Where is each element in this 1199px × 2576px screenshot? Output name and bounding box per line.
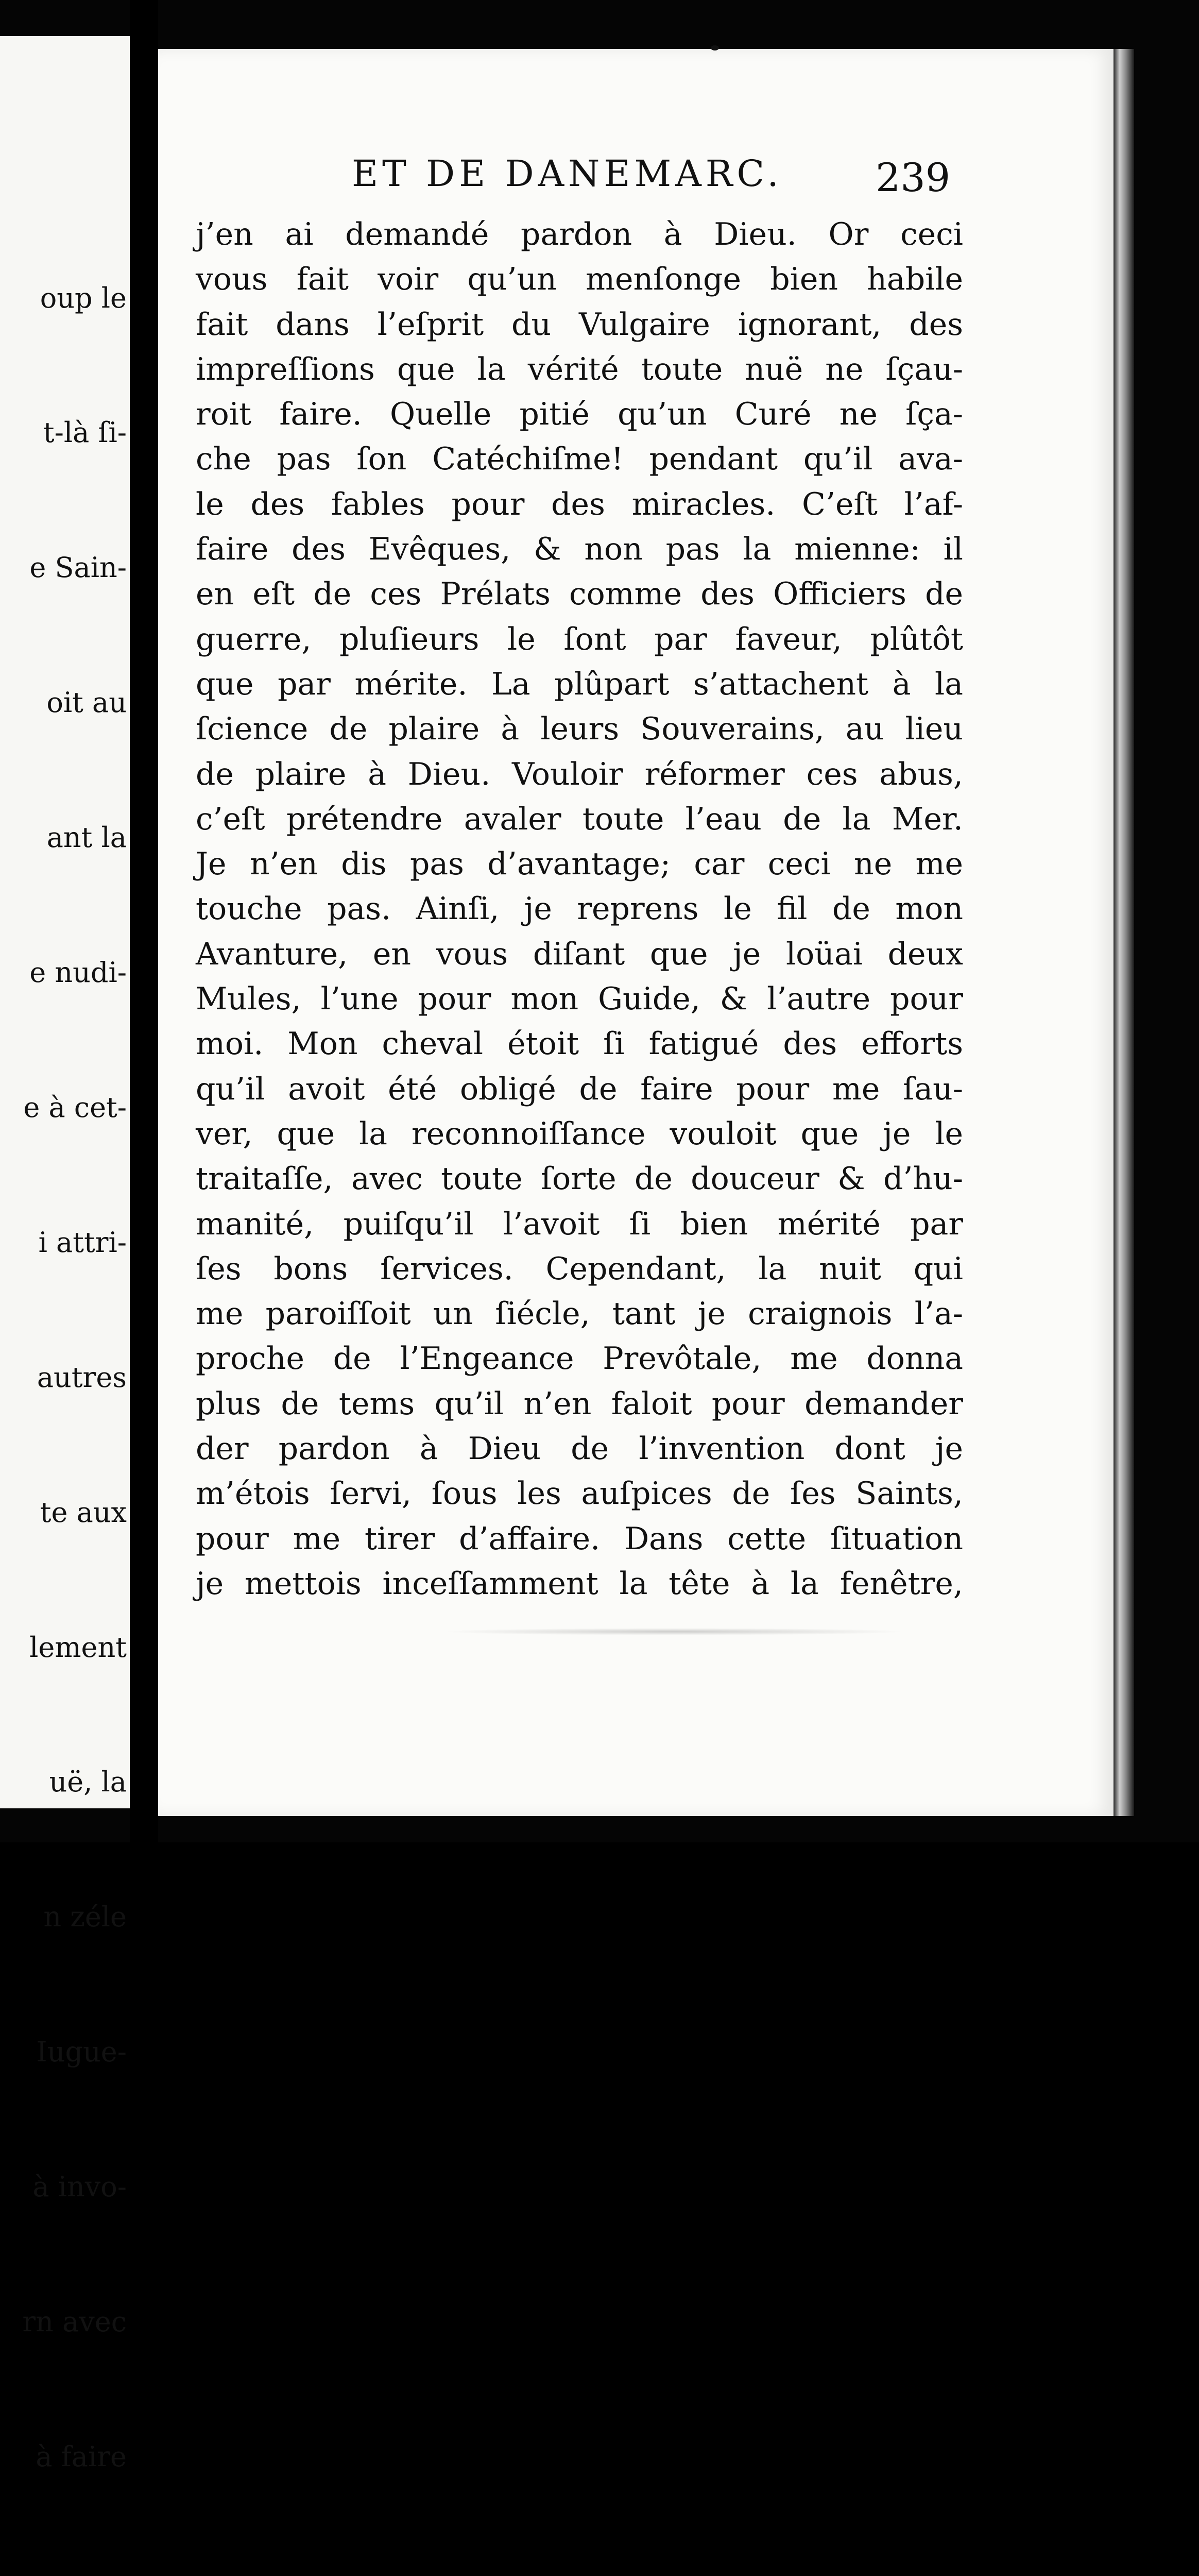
left-line: rn avec [22,2305,127,2338]
text-line: faire des Evêques, & non pas la mienne: il [196,531,963,568]
text-line: que par mérite. La plûpart s’attachent à la [196,666,963,702]
left-line: n zéle [43,1901,127,1934]
text-line: j’en ai demandé pardon à Dieu. Or ceci [196,216,963,252]
text-line: ſcience de plaire à leurs Souverains, au lieu [196,711,963,748]
text-line: fait dans l’eſprit du Vulgaire ignorant, des [196,306,963,343]
left-line: e nudi- [29,956,127,989]
text-line: guerre, pluſieurs le ſont par faveur, plûtôt [196,621,963,657]
left-line: te aux [40,1496,127,1529]
text-line: de plaire à Dieu. Vouloir réformer ces abus, [196,756,963,792]
left-facing-page [0,36,130,2473]
text-line: roit faire. Quelle pitié qu’un Curé ne ſça- [196,396,963,433]
text-line: Mules, l’une pour mon Guide, & l’autre pour [196,981,963,1018]
text-line: c’eſt prétendre avaler toute l’eau de la Mer. [196,801,963,837]
text-line: proche de l’Engeance Prevôtale, me donna [196,1341,963,1377]
text-line: ſes bons ſervices. Cependant, la nuit qui [196,1250,963,1287]
left-line: Iugue- [36,2036,127,2069]
text-line: touche pas. Ainſi, je reprens le fil de mon [196,891,963,927]
text-line: m’étois ſervi, ſous les auſpices de ſes Saints, [196,1476,963,1512]
text-line: Je n’en dis pas d’avantage; car ceci ne me [196,846,963,883]
text-line: manité, puiſqu’il l’avoit ſi bien mérité par [196,1206,963,1242]
text-line: me paroiſſoit un ſiécle, tant je craignois l’a- [196,1296,963,1332]
text-line: plus de tems qu’il n’en faloit pour demander [196,1385,963,1422]
left-line [14,2569,127,2576]
left-line: à invo- [32,2171,127,2204]
text-line: vous fait voir qu’un menſonge bien habile [196,261,963,298]
left-line: e à cet- [23,1091,127,1124]
text-line: en eſt de ces Prélats comme des Officiers de [196,576,963,613]
page-edge [1114,49,1134,1816]
text-line: Avanture, en vous diſant que je loüai deux [196,936,963,972]
book-gutter [130,0,158,1842]
text-line: impreſſions que la vérité toute nuë ne ſçau- [196,351,963,387]
text-line: ver, que la reconnoiſſance vouloit que je le [196,1115,963,1152]
left-line: oup le [40,281,127,314]
text-line: qu’il avoit été obligé de faire pour me ſau- [196,1071,963,1107]
left-line: lement [29,1631,127,1664]
page-smudge [443,1628,906,1635]
left-line: t-là ſi- [43,416,127,449]
left-line: e Sain- [29,551,127,584]
body-text [196,212,963,1606]
left-line: autres [37,1361,127,1394]
text-line: le des fables pour des miracles. C’eſt l’af- [196,486,963,522]
text-line: traitaſſe, avec toute ſorte de douceur & d’hu- [196,1161,963,1197]
text-line: pour me tirer d’affaire. Dans cette ſituation [196,1520,963,1557]
text-line: moi. Mon cheval étoit ſi fatigué des efforts [196,1026,963,1062]
left-line: i attri- [38,1226,127,1259]
page-number: 239 [876,155,951,200]
left-page-text [14,185,127,2576]
text-line: der pardon à Dieu de l’invention dont je [196,1431,963,1467]
ink-speck [711,45,719,50]
left-line: ant la [46,821,127,854]
text-line: je mettois inceſſamment la tête à la fenêtre, [196,1565,963,1602]
running-head: ET DE DANEMARC. [352,152,783,195]
left-line: à faire [36,2440,127,2473]
left-line: uë, la [49,1766,127,1799]
text-line: che pas ſon Catéchiſme! pendant qu’il ava- [196,441,963,478]
left-line: oit au [46,686,127,719]
